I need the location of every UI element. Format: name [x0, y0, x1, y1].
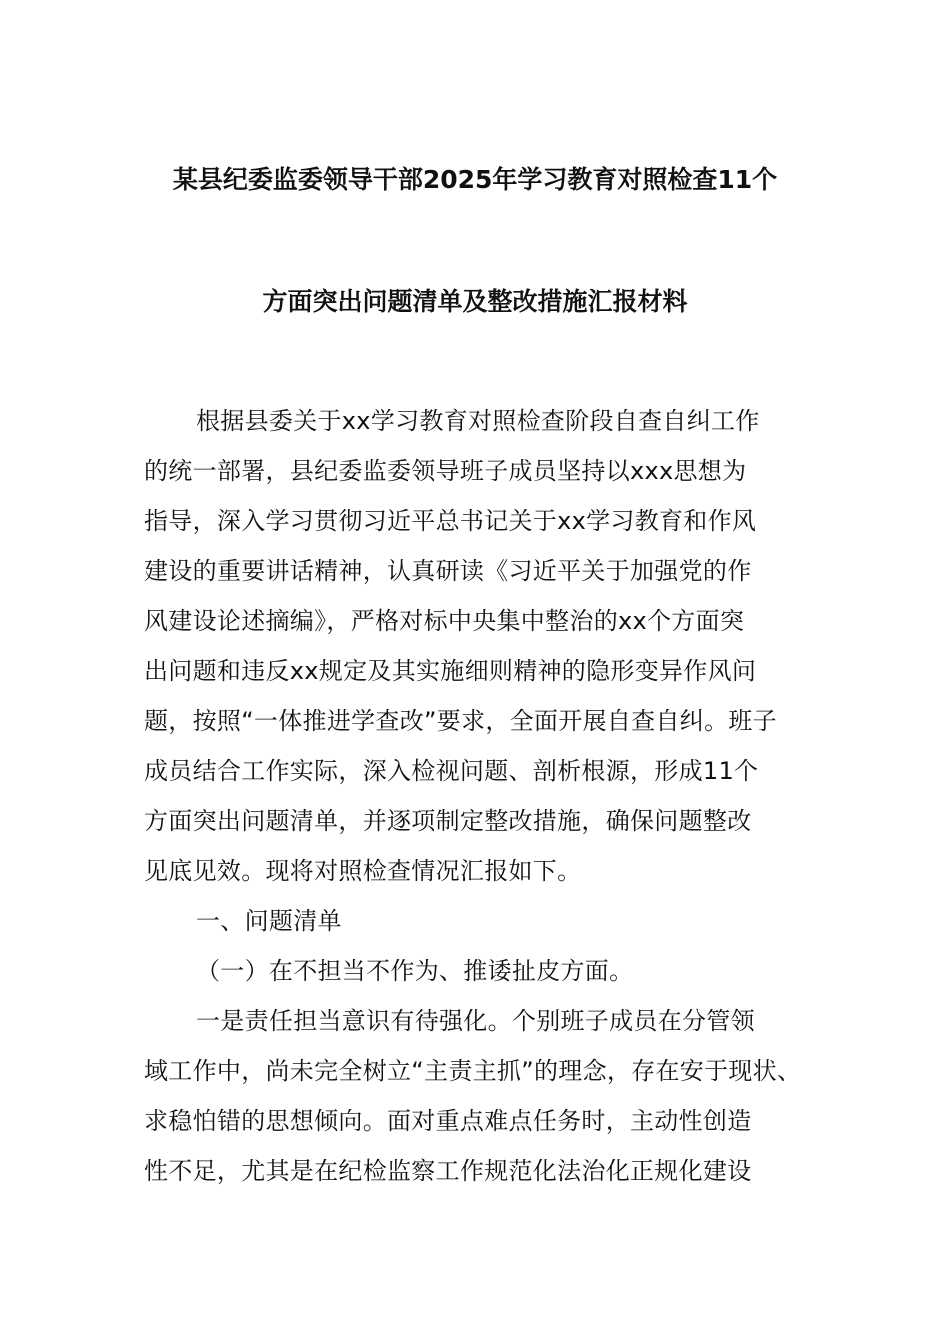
paragraph-line: 的统一部署，县纪委监委领导班子成员坚持以xxx思想为 — [144, 457, 747, 485]
section-heading: 一、问题清单 — [196, 907, 342, 935]
paragraph-line: 一是责任担当意识有待强化。个别班子成员在分管领 — [196, 1007, 755, 1035]
paragraph-line: 根据县委关于xx学习教育对照检查阶段自查自纠工作 — [196, 407, 760, 435]
paragraph-line: 域工作中，尚未完全树立“主责主抓”的理念，存在安于现状、 — [144, 1057, 802, 1085]
paragraph-line: 风建设论述摘编》，严格对标中央集中整治的xx个方面突 — [144, 607, 745, 635]
subsection-heading: （一）在不担当不作为、推诿扯皮方面。 — [196, 957, 634, 985]
paragraph-line: 建设的重要讲话精神，认真研读《习近平关于加强党的作 — [144, 557, 752, 585]
paragraph-line: 指导，深入学习贯彻习近平总书记关于xx学习教育和作风 — [144, 507, 757, 535]
paragraph-line: 成员结合工作实际，深入检视问题、剖析根源，形成11个 — [144, 757, 759, 785]
paragraph-line: 方面突出问题清单，并逐项制定整改措施，确保问题整改 — [144, 807, 752, 835]
document-title-line-2: 方面突出问题清单及整改措施汇报材料 — [262, 287, 688, 316]
paragraph-line: 求稳怕错的思想倾向。面对重点难点任务时，主动性创造 — [144, 1107, 752, 1135]
paragraph-line: 性不足，尤其是在纪检监察工作规范化法治化正规化建设 — [144, 1157, 752, 1185]
paragraph-line: 题，按照“一体推进学查改”要求，全面开展自查自纠。班子 — [144, 707, 777, 735]
paragraph-line: 出问题和违反xx规定及其实施细则精神的隐形变异作风问 — [144, 657, 757, 685]
paragraph-line: 见底见效。现将对照检查情况汇报如下。 — [144, 857, 582, 885]
document-title-line-1: 某县纪委监委领导干部2025年学习教育对照检查11个 — [172, 165, 778, 194]
